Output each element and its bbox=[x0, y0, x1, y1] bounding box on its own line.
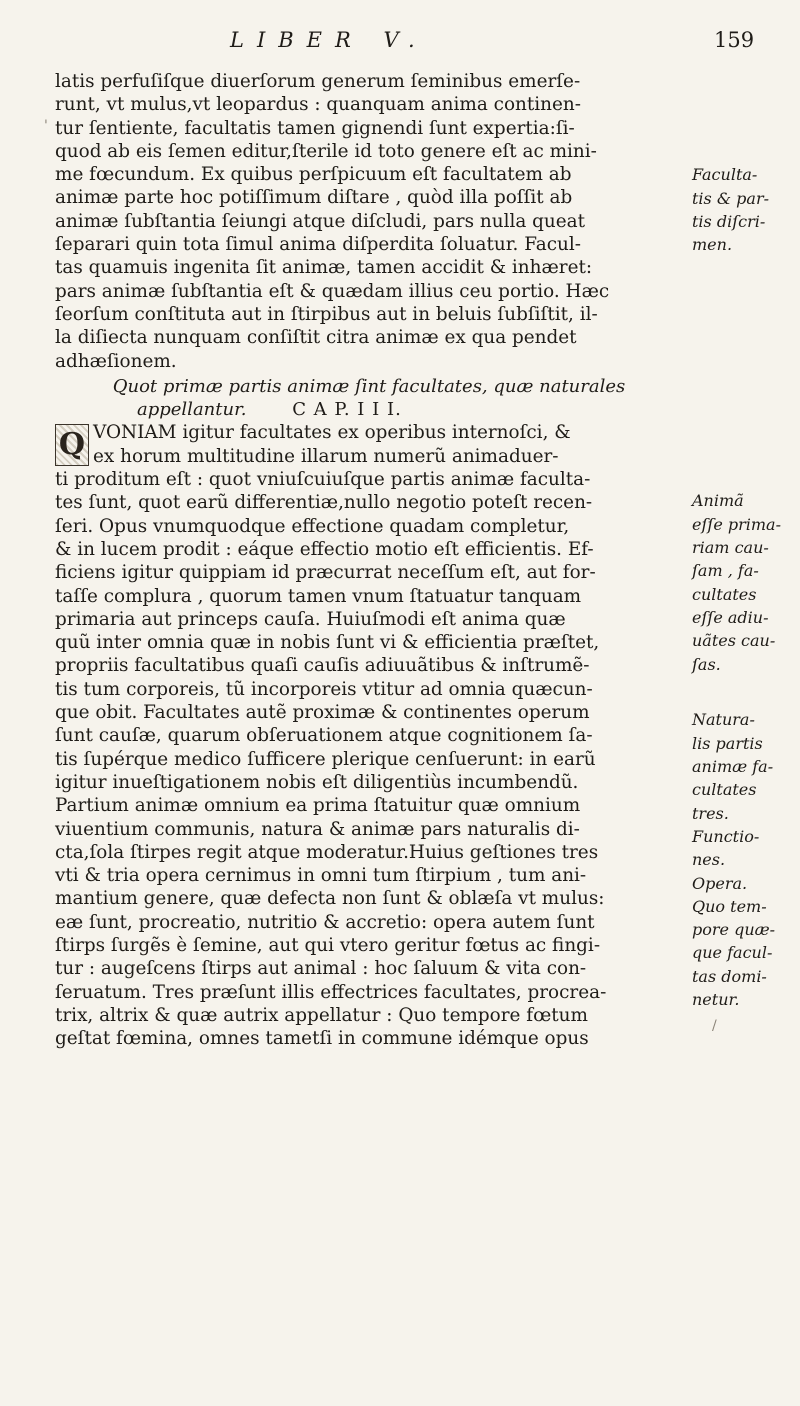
body-line: eæ ſunt, procreatio, nutritio & accretio: opera autem ſunt bbox=[55, 911, 595, 933]
body-line: quod ab eis ſemen editur,ſterile id toto genere eſt ac mini- bbox=[55, 140, 597, 162]
margin-note: ſam , fa- bbox=[692, 561, 759, 581]
margin-note: pore quæ- bbox=[692, 920, 776, 940]
margin-note: tas domi- bbox=[692, 966, 767, 986]
body-line: primaria aut princeps cauſa. Huiuſmodi eſt anima quæ bbox=[55, 608, 566, 630]
body-line: la diſiecta nunquam conſiſtit citra animæ ex qua pendet bbox=[55, 327, 577, 349]
body-line: ſeruatum. Tres præſunt illis effectrices facultates, procrea- bbox=[55, 981, 607, 1003]
body-line: ficiens igitur quippiam id præcurrat neceſſum eſt, aut for- bbox=[55, 562, 596, 584]
body-line: ſunt cauſæ, quarum obſeruationem atque cognitionem ſa- bbox=[55, 725, 593, 747]
page-header bbox=[0, 28, 800, 64]
margin-note: riam cau- bbox=[692, 538, 769, 557]
body-line: animæ parte hoc potiſſimum diſtare , quòd illa poſſit ab bbox=[55, 187, 573, 209]
stray-ink-mark: ' bbox=[44, 118, 48, 134]
margin-note: Faculta- bbox=[692, 165, 758, 185]
body-line: que obit. Facultates autẽ proximæ & continentes operum bbox=[55, 702, 590, 724]
body-line: tis ſupérque medico ſufficere plerique cenſuerunt: in earũ bbox=[55, 748, 596, 770]
body-line: cta,ſola ſtirpes regit atque moderatur.Huius geſtiones tres bbox=[55, 841, 599, 863]
body-line: tur : augeſcens ſtirps aut animal : hoc ſaluum & vita con- bbox=[55, 958, 587, 980]
body-line: animæ ſubſtantia ſeiungi atque diſcludi, pars nulla queat bbox=[55, 210, 585, 232]
margin-note: ſas. bbox=[692, 654, 721, 674]
chapter-second-line: ex horum multitudine illarum numerũ animaduer- bbox=[93, 445, 559, 467]
body-line: latis perfuſiſque diuerſorum generum ſeminibus emerſe- bbox=[55, 71, 581, 92]
margin-note: que facul- bbox=[692, 943, 773, 963]
margin-note: Quo tem- bbox=[692, 896, 767, 916]
chapter-opening-text: VONIAM igitur facultates ex operibus internoſci, & bbox=[93, 422, 571, 444]
margin-note: cultates bbox=[692, 584, 757, 604]
body-line: & in lucem prodit : eáque effectio motio eſt efficientis. Ef- bbox=[55, 538, 594, 560]
chapter-label: C A P. I I I. bbox=[292, 399, 402, 421]
margin-note: Natura- bbox=[692, 710, 755, 730]
body-line: propriis facultatibus quaſi cauſis adiuuãtibus & inſtrumẽ- bbox=[55, 655, 590, 677]
main-text-column bbox=[55, 70, 683, 1050]
body-line: geſtat fœmina, omnes tametſi in commune idémque opus bbox=[55, 1028, 589, 1050]
body-line: viuentium communis, natura & animæ pars naturalis di- bbox=[55, 818, 580, 840]
margin-note: tres. bbox=[692, 803, 729, 823]
margin-note: netur. bbox=[692, 990, 740, 1010]
margin-note: uãtes cau- bbox=[692, 631, 776, 651]
body-line: tas quamuis ingenita ſit animæ, tamen accidit & inhæret: bbox=[55, 257, 593, 279]
body-line: tes ſunt, quot earũ differentiæ,nullo negotio poteſt recen- bbox=[55, 492, 593, 514]
body-line: ſeri. Opus vnumquodque effectione quadam completur, bbox=[55, 515, 570, 537]
body-line: ſeparari quin tota ſimul anima diſperdita ſoluatur. Facul- bbox=[55, 234, 581, 256]
page-number: 159 bbox=[714, 28, 755, 52]
body-line: Partium animæ omnium ea prima ſtatuitur quæ omnium bbox=[55, 795, 581, 817]
body-line: pars animæ ſubſtantia eſt & quædam illius ceu portio. Hæc bbox=[55, 280, 610, 302]
margin-note: Opera. bbox=[692, 873, 748, 893]
margin-note: cultates bbox=[692, 780, 757, 800]
body-line: ti proditum eſt : quot vniuſcuiuſque partis animæ faculta- bbox=[55, 469, 591, 491]
body-line: quũ inter omnia quæ in nobis ſunt vi & efficientia præſtet, bbox=[55, 632, 600, 654]
body-line: vti & tria opera cernimus in omni tum ſtirpium , tum ani- bbox=[55, 865, 587, 887]
body-line: tis tum corporeis, tũ incorporeis vtitur ad omnia quæcun- bbox=[55, 678, 593, 700]
margin-note: eſſe adiu- bbox=[692, 607, 769, 627]
body-line: taſſe complura , quorum tamen vnum ſtatuatur tanquam bbox=[55, 585, 582, 607]
body-line: tur ſentiente, facultatis tamen gignendi ſunt expertia:ſi- bbox=[55, 117, 575, 139]
margin-note: lis partis bbox=[692, 733, 763, 753]
chapter-heading: Quot primæ partis animæ ſint facultates, quæ naturales bbox=[112, 375, 626, 397]
margin-note: tis diſcri- bbox=[692, 211, 766, 231]
body-line: igitur inueſtigationem nobis eſt diligentiùs incumbendũ. bbox=[55, 771, 579, 793]
body-line: runt, vt mulus,vt leopardus : quanquam anima continen- bbox=[55, 94, 581, 116]
margin-note: nes. bbox=[692, 850, 726, 870]
margin-note: Animã bbox=[692, 491, 744, 511]
body-line: ſtirps ſurgẽs è ſemine, aut qui vtero geritur fœtus ac fingi- bbox=[55, 934, 601, 956]
body-line: trix, altrix & quæ autrix appellatur : Quo tempore fœtum bbox=[55, 1004, 588, 1026]
body-line: me fœcundum. Ex quibus perſpicuum eſt facultatem ab bbox=[55, 164, 572, 186]
margin-note: men. bbox=[692, 235, 733, 255]
body-line: adhæſionem. bbox=[55, 350, 177, 372]
chapter-heading-continued bbox=[55, 398, 683, 421]
margin-note: animæ fa- bbox=[692, 757, 774, 777]
drop-cap-initial: Q bbox=[55, 424, 89, 466]
stray-ink-mark: / bbox=[712, 1018, 717, 1034]
margin-notes bbox=[692, 0, 800, 1406]
chapter-heading-tail: appellantur. bbox=[137, 399, 247, 421]
margin-note: tis & par- bbox=[692, 188, 770, 208]
body-line: ſeorſum conſtituta aut in ſtirpibus aut in beluis ſubſiſtit, il- bbox=[55, 303, 598, 325]
margin-note: Functio- bbox=[692, 826, 760, 846]
body-line: mantium genere, quæ defecta non ſunt & oblæſa vt mulus: bbox=[55, 888, 605, 910]
margin-note: eſſe prima- bbox=[692, 514, 781, 534]
running-head: LIBER V. bbox=[230, 28, 428, 52]
